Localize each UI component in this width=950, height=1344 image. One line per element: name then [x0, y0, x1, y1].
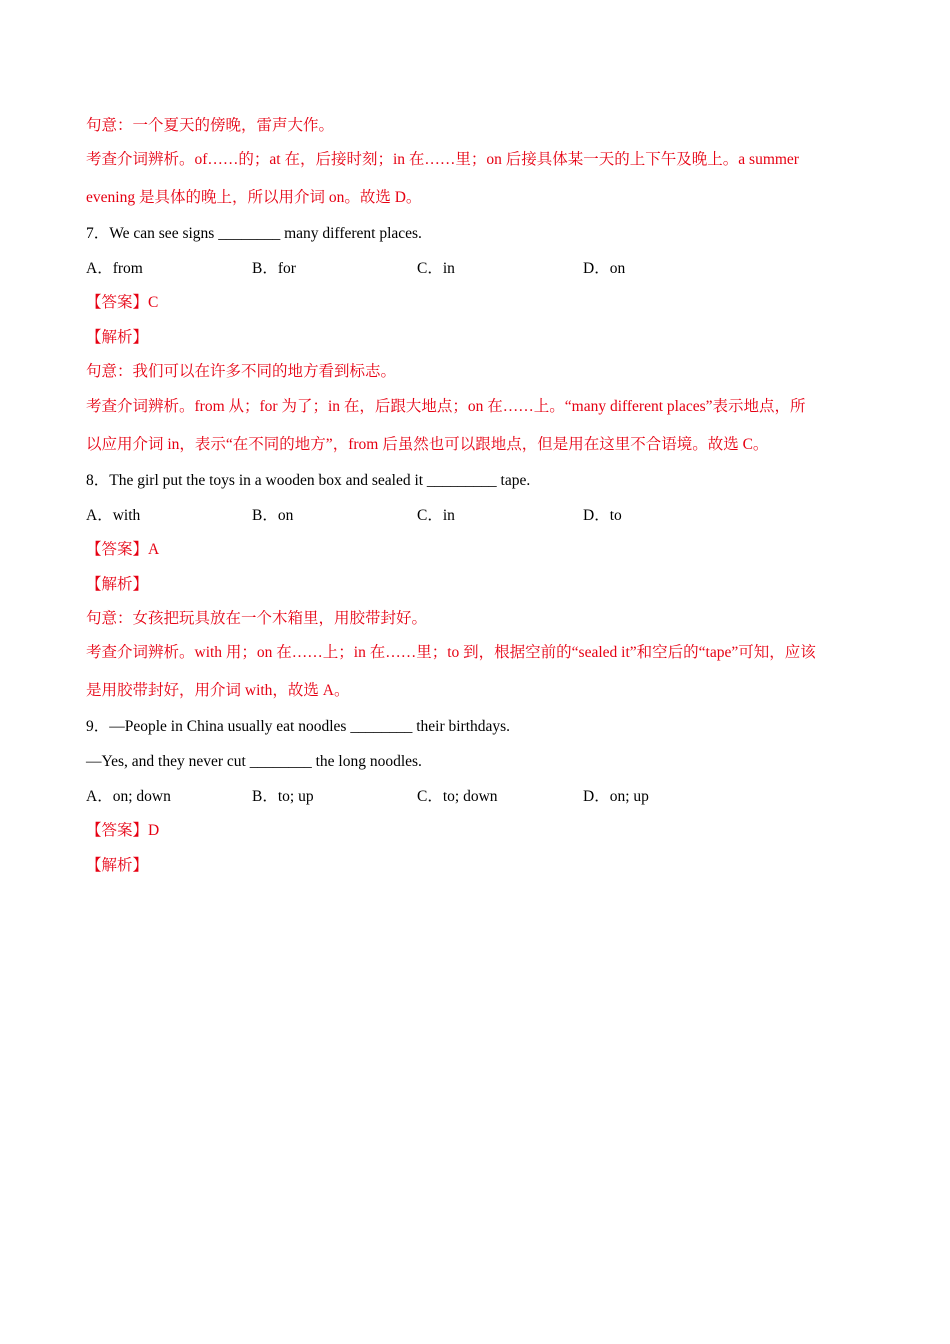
q9-stem-line2: —Yes, and they never cut ________ the long noodles.: [86, 753, 422, 770]
q7-option-a: A．from: [86, 260, 143, 277]
q8-answer: 【答案】A: [86, 541, 160, 558]
q7-stem: 7．We can see signs ________ many different places.: [86, 225, 422, 242]
q8-options: [86, 505, 856, 527]
q8-analysis-line2: 是用胶带封好，用介词 with，故选 A。: [86, 682, 350, 699]
q7-meaning: 句意：我们可以在许多不同的地方看到标志。: [86, 363, 397, 380]
q8-analysis-line1: 考查介词辨析。with 用；on 在……上；in 在……里；to 到，根据空前的“sealed it”和空后的“tape”可知，应该: [86, 644, 816, 661]
q8-option-a: A．with: [86, 507, 141, 524]
q9-option-b: B．to; up: [252, 788, 314, 805]
q7-option-c: C．in: [417, 260, 455, 277]
q9-answer: 【答案】D: [86, 822, 160, 839]
q7-options: [86, 258, 856, 280]
q9-option-d: D．on; up: [583, 788, 649, 805]
q8-analysis-label: 【解析】: [86, 576, 149, 593]
q7-analysis-line1: 考查介词辨析。from 从；for 为了；in 在，后跟大地点；on 在……上。“many different places”表示地点，所: [86, 398, 806, 415]
q8-stem: 8．The girl put the toys in a wooden box and sealed it _________ tape.: [86, 472, 531, 489]
q7-analysis-line2: 以应用介词 in，表示“在不同的地方”，from 后虽然也可以跟地点，但是用在这里不合语境。故选 C。: [86, 436, 769, 453]
q9-option-c: C．to; down: [417, 788, 498, 805]
q7-option-b: B．for: [252, 260, 296, 277]
q8-meaning: 句意：女孩把玩具放在一个木箱里，用胶带封好。: [86, 610, 428, 627]
q7-answer: 【答案】C: [86, 294, 159, 311]
q8-option-c: C．in: [417, 507, 455, 524]
q9-options: [86, 786, 856, 808]
q6-analysis-line2: evening 是具体的晚上，所以用介词 on。故选 D。: [86, 189, 422, 206]
q8-option-b: B．on: [252, 507, 294, 524]
q9-option-a: A．on; down: [86, 788, 171, 805]
q7-analysis-label: 【解析】: [86, 329, 149, 346]
q6-analysis-line1: 考查介词辨析。of……的；at 在，后接时刻；in 在……里；on 后接具体某一天的上下午及晚上。a summer: [86, 151, 799, 168]
q9-analysis-label: 【解析】: [86, 857, 149, 874]
q7-option-d: D．on: [583, 260, 626, 277]
q8-option-d: D．to: [583, 507, 622, 524]
q9-stem-line1: 9．—People in China usually eat noodles ________ their birthdays.: [86, 718, 511, 735]
q6-meaning: 句意：一个夏天的傍晚，雷声大作。: [86, 117, 335, 134]
